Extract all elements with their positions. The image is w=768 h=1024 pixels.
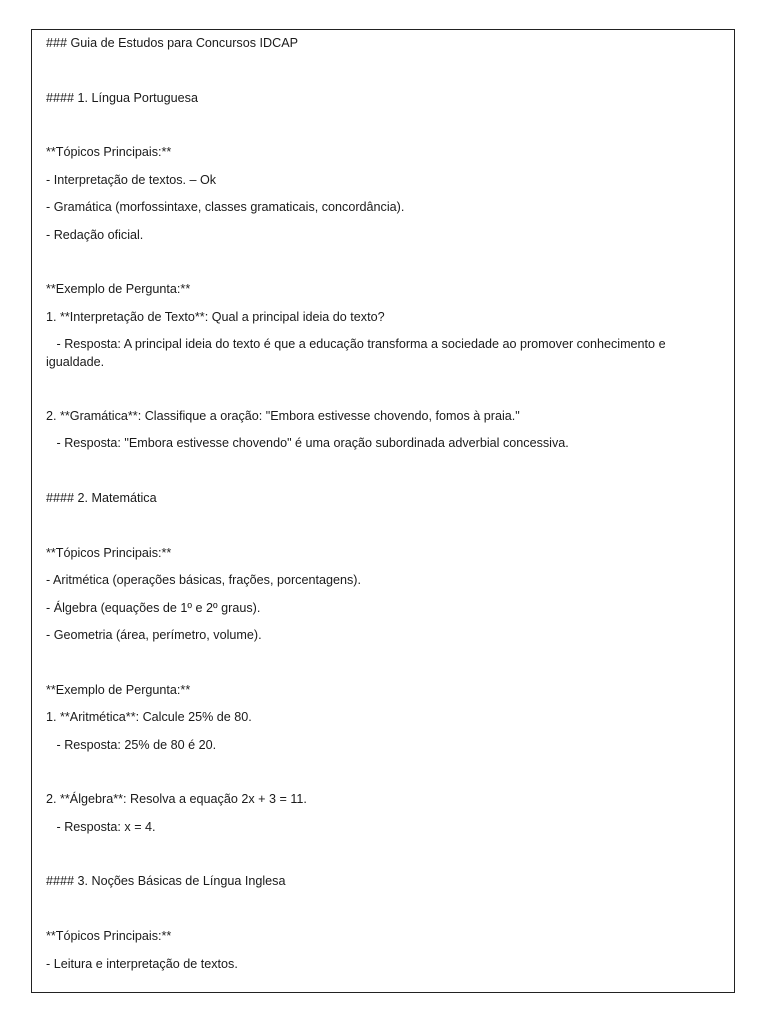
topic-item: - Gramática (morfossintaxe, classes gramaticais, concordância). <box>46 200 405 214</box>
section-heading-matematica: #### 2. Matemática <box>46 491 157 505</box>
topic-item: - Aritmética (operações básicas, frações, porcentagens). <box>46 573 361 587</box>
question-item: 1. **Interpretação de Texto**: Qual a principal ideia do texto? <box>46 310 385 324</box>
example-label: **Exemplo de Pergunta:** <box>46 683 191 697</box>
answer-item: - Resposta: 25% de 80 é 20. <box>46 738 217 752</box>
question-item: 2. **Gramática**: Classifique a oração: "Embora estivesse chovendo, fomos à praia." <box>46 409 520 423</box>
example-label: **Exemplo de Pergunta:** <box>46 282 191 296</box>
document-title: ### Guia de Estudos para Concursos IDCAP <box>46 36 299 50</box>
answer-item: - Resposta: A principal ideia do texto é que a educação transforma a sociedade ao promover conhecimento e igualdade. <box>46 337 670 369</box>
answer-item: - Resposta: "Embora estivesse chovendo" é uma oração subordinada adverbial concessiva. <box>46 436 569 450</box>
topics-label: **Tópicos Principais:** <box>46 145 172 159</box>
section-heading-lingua-portuguesa: #### 1. Língua Portuguesa <box>46 91 198 105</box>
question-item: 2. **Álgebra**: Resolva a equação 2x + 3 = 11. <box>46 792 307 806</box>
topic-item: - Geometria (área, perímetro, volume). <box>46 628 262 642</box>
question-item: 1. **Aritmética**: Calcule 25% de 80. <box>46 710 252 724</box>
topics-label: **Tópicos Principais:** <box>46 546 172 560</box>
topic-item: - Interpretação de textos. – Ok <box>46 173 217 187</box>
answer-item: - Resposta: x = 4. <box>46 820 156 834</box>
section-heading-lingua-inglesa: #### 3. Noções Básicas de Língua Inglesa <box>46 874 286 888</box>
topics-label: **Tópicos Principais:** <box>46 929 172 943</box>
topic-item: - Leitura e interpretação de textos. <box>46 957 238 971</box>
topic-item: - Redação oficial. <box>46 228 144 242</box>
topic-item: - Álgebra (equações de 1º e 2º graus). <box>46 601 261 615</box>
